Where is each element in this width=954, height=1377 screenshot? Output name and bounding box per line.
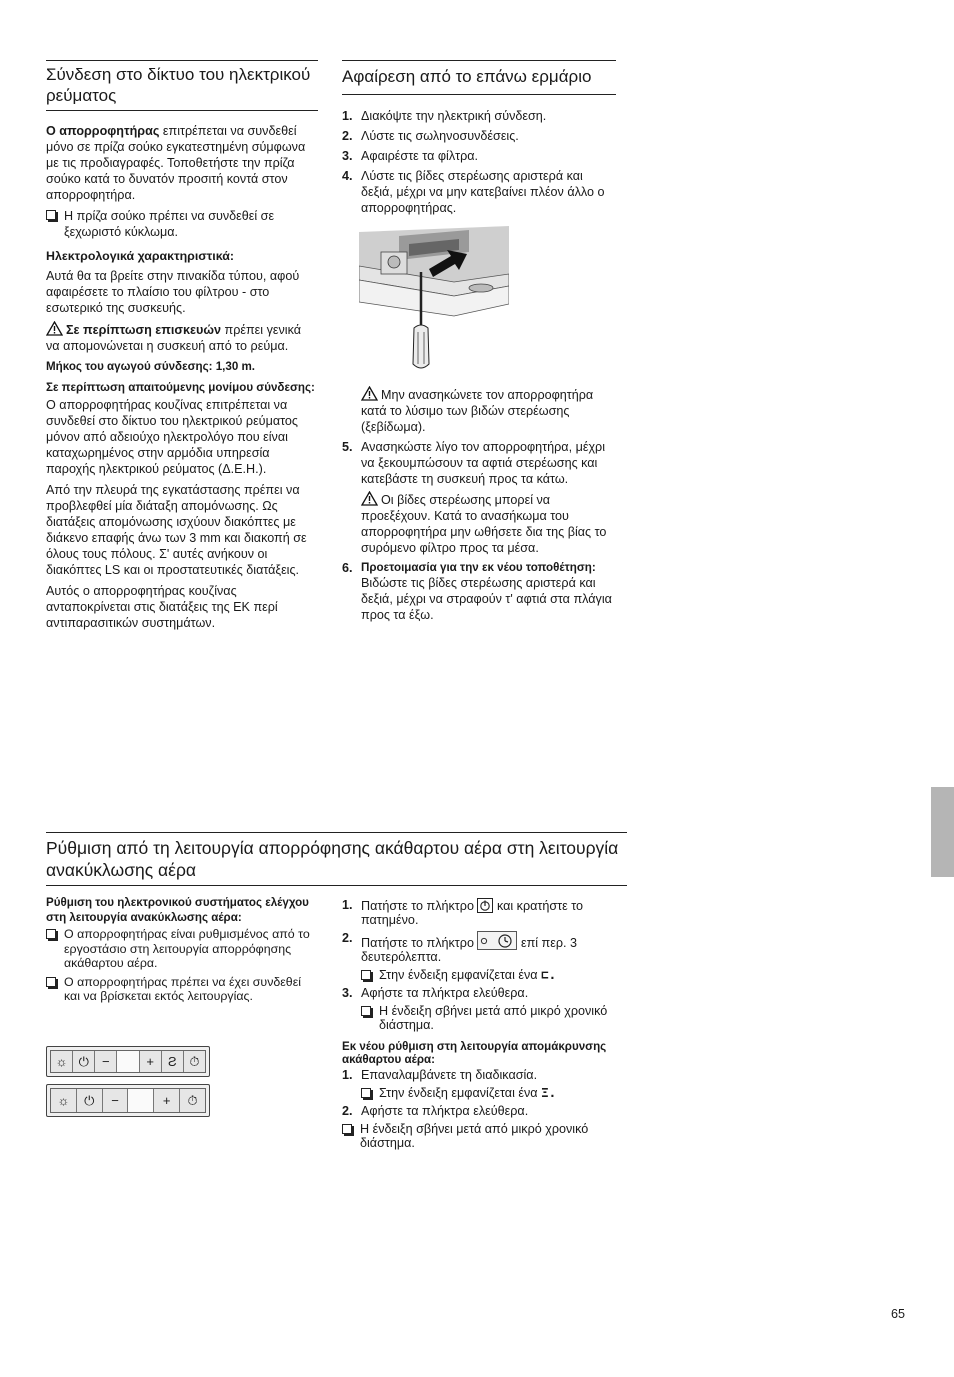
permanent-connection-text: Ο απορροφητήρας κουζίνας επιτρέπεται να συνδεθεί στο δίκτυο του ηλεκτρικού ρεύματος μόνον από αδειούχο ηλεκτρολόγο που είναι καταχωρημένος στην αρμόδια υπηρεσία παροχής ηλεκτρικού ρεύματος (Δ.Ε.Η.). <box>46 398 298 476</box>
electrical-specs-heading: Ηλεκτρολογικά χαρακτηριστικά: <box>46 249 234 263</box>
digit-display-icon: Ƨ <box>167 1053 177 1069</box>
right-column <box>342 60 616 627</box>
display-goes-off: Η ένδειξη σβήνει μετά από μικρό χρονικό διάστημα. <box>361 1004 617 1032</box>
plus-key[interactable] <box>140 1051 162 1072</box>
reset-step: 1. Επαναλαμβάνετε τη διαδικασία. Στην ένδειξη εμφανίζεται ένα Ξ. <box>342 1068 617 1100</box>
timer-key[interactable] <box>184 1051 205 1072</box>
bottom-right-column <box>342 898 617 1154</box>
bottom-section-header <box>46 832 627 886</box>
indicator-recirc: ⊏. <box>541 967 557 982</box>
cable-length: Μήκος του αγωγού σύνδεσης: 1,30 m. <box>46 360 256 373</box>
removal-step: 3. Αφαιρέστε τα φίλτρα. <box>342 149 479 163</box>
repair-warning: Σε περίπτωση επισκευών πρέπει γενικά να απομονώνεται η συσκευή από το ρεύμα. <box>46 323 302 353</box>
warning-icon <box>361 386 378 401</box>
warning-screws-protrude: Οι βίδες στερέωσης μπορεί να προεξέχουν. Κατά το ανασήκωμα του απορροφητήρα μην ωθήσετε δια της βίας το συρόμενο φίλτρο προς τα μέσα. <box>361 493 607 555</box>
checkbox-bullet-icon <box>361 1088 371 1098</box>
display-window <box>128 1089 154 1112</box>
left-column <box>46 60 318 636</box>
bottom-left-column <box>46 895 316 1008</box>
removal-steps <box>342 108 616 216</box>
power-icon: ⏻ <box>84 1092 95 1108</box>
reset-heading: Εκ νέου ρύθμιση στη λειτουργία απομάκρυνσης ακάθαρτου αέρα: <box>342 1040 607 1066</box>
section-title-recirculation: Ρύθμιση από τη λειτουργία απορρόφησης ακάθαρτου αέρα στη λειτουργία ανακύκλωσης αέρα <box>46 832 627 886</box>
plus-icon: + <box>162 1092 171 1108</box>
chapter-tab <box>931 787 954 877</box>
reset-display-off: Η ένδειξη σβήνει μετά από μικρό χρονικό διάστημα. <box>342 1122 617 1150</box>
power-key[interactable] <box>77 1089 103 1112</box>
removal-step: 2. Λύστε τις σωληνοσυνδέσεις. <box>342 129 519 143</box>
light-key[interactable] <box>51 1051 73 1072</box>
page-number: 65 <box>891 1307 906 1321</box>
intro-paragraph: Ο απορροφητήρας επιτρέπεται να συνδεθεί μόνο σε πρίζα σούκο εγκατεστημένη σύμφωνα με τις προδιαγραφές. Τοποθετήστε την πρίζα σούκο κατά το δυνατόν προσιτή κοντά στον απορροφητήρα. <box>46 124 306 202</box>
bullet-factory-setting: Ο απορροφητήρας είναι ρυθμισμένος από το εργοστάσιο στη λειτουργία απορρόφησης ακάθαρτου αέρα. <box>46 927 316 971</box>
permanent-connection-heading: Σε περίπτωση απαιτούμενης μονίμου σύνδεσης: <box>46 381 315 394</box>
warning-icon <box>46 321 63 336</box>
control-panel-variant-2 <box>46 1084 210 1117</box>
warning-icon <box>361 491 378 506</box>
timer-key-icon <box>477 931 517 950</box>
power-key-icon <box>477 898 493 913</box>
power-key[interactable] <box>73 1051 95 1072</box>
plus-icon: + <box>146 1053 154 1069</box>
light-icon: ☼ <box>55 1053 68 1069</box>
level-display <box>162 1051 184 1072</box>
minus-key[interactable] <box>103 1089 129 1112</box>
section-title-electrical: Σύνδεση στο δίκτυο του ηλεκτρικού ρεύματος <box>46 60 318 111</box>
checkbox-bullet-icon <box>342 1124 352 1134</box>
plus-key[interactable] <box>154 1089 180 1112</box>
indicator-exhaust: Ξ. <box>541 1085 557 1100</box>
warning-no-lift: Μην ανασηκώνετε τον απορροφητήρα κατά το λύσιμο των βιδών στερέωσης (ξεβίδωμα). <box>361 388 594 434</box>
light-icon: ☼ <box>57 1092 70 1108</box>
control-panel-variant-1 <box>46 1046 210 1077</box>
bullet-connected-off: Ο απορροφητήρας πρέπει να έχει συνδεθεί και να βρίσκεται εκτός λειτουργίας. <box>46 975 316 1004</box>
light-key[interactable] <box>51 1089 77 1112</box>
recirc-step: 3. Αφήστε τα πλήκτρα ελεύθερα. Η ένδειξη σβήνει μετά από μικρό χρονικό διάστημα. <box>342 986 617 1032</box>
removal-step: 5. Ανασηκώστε λίγο τον απορροφητήρα, μέχρι να ξεκουμπώσουν τα αφτιά στερέωσης και κατεβάστε τη συσκευή προς τα κάτω. <box>342 440 606 486</box>
timer-key[interactable] <box>180 1089 205 1112</box>
screw-removal-illustration <box>359 224 509 374</box>
minus-icon: − <box>102 1053 110 1069</box>
removal-step: 1. Διακόψτε την ηλεκτρική σύνδεση. <box>342 109 547 123</box>
isolation-text: Από την πλευρά της εγκατάστασης πρέπει να προβλεφθεί μία διάταξη απομόνωσης. Ως διατάξεις απομόνωσης ισχύουν διακόπτες με διάκενο επαφής άνω των 3 mm και διακοπή σε όλους τους πόλους. Σ' αυτές ανήκουν οι διακόπτες LS και οι προστατευτικές διατάξεις. <box>46 483 307 577</box>
recirc-heading: Ρύθμιση του ηλεκτρονικού συστήματος ελέγχου στη λειτουργία ανακύκλωσης αέρα: <box>46 896 309 924</box>
minus-key[interactable] <box>95 1051 117 1072</box>
ek-text: Αυτός ο απορροφητήρας κουζίνας ανταποκρίνεται στις διατάξεις της ΕΚ περί αντιπαρασιτικών συστημάτων. <box>46 584 278 630</box>
timer-icon: ⏱ <box>187 1092 198 1108</box>
electrical-specs-text: Αυτά θα τα βρείτε στην πινακίδα τύπου, αφού αφαιρέσετε το πλαίσιο του φίλτρου - στο εσωτερικό της συσκευής. <box>46 269 300 315</box>
checkbox-bullet-icon <box>361 1006 371 1016</box>
checkbox-bullet-icon <box>46 210 56 220</box>
bullet-separate-circuit: Η πρίζα σούκο πρέπει να συνδεθεί σε ξεχωριστό κύκλωμα. <box>46 208 318 240</box>
display-window <box>117 1051 139 1072</box>
minus-icon: − <box>111 1092 119 1108</box>
checkbox-bullet-icon <box>361 970 371 980</box>
power-icon: ⏻ <box>78 1053 89 1069</box>
checkbox-bullet-icon <box>46 929 56 939</box>
removal-step: 6. Προετοιμασία για την εκ νέου τοποθέτηση: Βιδώστε τις βίδες στερέωσης αριστερά και δεξιά, μέχρι να στραφούν τ' αφτιά στα πλάγια προς τα έξω. <box>342 561 612 622</box>
recirc-step: 2. Πατήστε το πλήκτρο επί περ. 3 δευτερόλεπτα. Στην ένδειξη εμφανίζεται ένα ⊏. <box>342 931 617 982</box>
timer-icon: ⏱ <box>189 1053 200 1069</box>
section-title-removal: Αφαίρεση από το επάνω ερμάριο <box>342 60 616 95</box>
checkbox-bullet-icon <box>46 977 56 987</box>
removal-step: 4. Λύστε τις βίδες στερέωσης αριστερά και δεξιά, μέχρι να μην κατεβαίνει πλέον άλλο ο απορροφητήρας. <box>342 169 605 215</box>
reset-step: 2. Αφήστε τα πλήκτρα ελεύθερα. <box>342 1104 529 1118</box>
display-shows-c: Στην ένδειξη εμφανίζεται ένα ⊏. <box>361 968 617 982</box>
display-shows-e: Στην ένδειξη εμφανίζεται ένα Ξ. <box>361 1086 617 1100</box>
recirc-step: 1. Πατήστε το πλήκτρο και κρατήστε το πατημένο. <box>342 898 584 927</box>
